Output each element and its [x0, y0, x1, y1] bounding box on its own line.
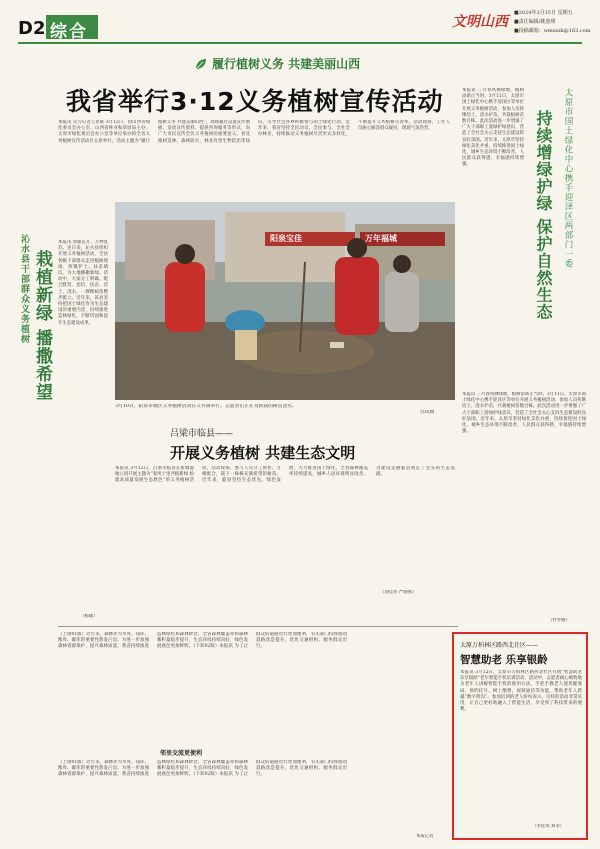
right-story-credit: （杜亦薇）: [548, 618, 570, 623]
bottom-left-body: （上接01版）近年来，森林作为水库、钱库、粮库、碳库的重要性愈发凸显。为进一步加强森林资源保护，提升森林质量，我省持续推进造林绿化和森林经营，全省森林覆盖率和森林蓄积量稳步提升，生态环境持续向好，绿色发展底色更加鲜明。（下转02版）本报讯 为了让群众的道路出行更加便利，有关部门持续推动道路改造提升，优化交通组织，服务群众出行。: [58, 632, 347, 650]
left-story-body: 本报讯 春暖花开，万物复苏。连日来，沁水县组织开展义务植树活动，全县各级干部群众走进植树现场，挥锹铲土、扶苗填坑，为大地播撒新绿。活动中，大家分工明确、配合默契，挖坑、扶苗、培土、浇水，一棵棵树苗整齐挺立。近年来，该县坚持把国土绿化作为生态建设的重要内容，持续推进造林绿化，不断巩固和提升生态建设成果。: [58, 240, 108, 326]
boxed-story-title: 智慧助老 乐享银龄: [460, 654, 548, 666]
header-rule: [18, 42, 582, 44]
contact-line: ■投稿邮箱：wmsxzk@163.com: [514, 28, 591, 34]
leaf-icon: [194, 56, 208, 70]
right-story-subtitle: 太原市国土绿化中心携手迎泽区两部门一委: [563, 88, 573, 269]
photo-sign-right: 万年福城: [365, 234, 397, 243]
mid-story-kicker: 吕梁市临县——: [170, 429, 234, 439]
masthead-logo: 文明山西: [452, 14, 508, 30]
editor-line: ■责任编辑/姚惠瑛: [514, 19, 556, 25]
topic-banner: [110, 52, 490, 74]
boxed-story-kicker: 太原万柏林区路西北社区——: [460, 642, 539, 649]
boxed-story-body: 本报讯 3月12日，太原市万柏林区路西北社区开展“智慧助老 乐享银龄”老年智能手机培训活动。活动中，志愿者耐心细致地为老年人讲解智能手机的使用方法，手把手教老人使用健康码、预约挂号、网上缴费、视频通话等功能，帮助老年人跨越“数字鸿沟”。参加培训的老人纷纷表示，这样的活动非常实用，让自己更好地融入了智能生活，享受到了科技带来的便利。: [460, 670, 582, 713]
lead-photo-credit: 苏琪摄: [420, 410, 435, 415]
banner-text: 履行植树义务 共建美丽山西: [212, 57, 361, 71]
right-story-body-lower: 本报讯 三月春风拂绿地，植树添新正当时。3月11日，太原市国土绿化中心携手迎泽区等单位开展义务植树活动，参加人员挥锹培土、浇水护苗，共栽植树苗数百株。此次活动进一步增强了广大干部职工爱绿护绿意识，营造了全社会关心支持生态建设的良好氛围。近年来，太原市坚持绿化美化并重，持续推进国土绿化，城乡生态环境不断改善，人民群众获得感、幸福感持续增强。: [462, 392, 586, 435]
photo-sign-left: 阳泉宝佳: [270, 234, 302, 243]
lead-headline: 我省举行3·12义务植树宣传活动: [66, 87, 444, 116]
lead-photo-caption: 3月10日，阳泉市城区义务植树活动在义井镇举行。志愿者们正在为新栽的树苗浇水。: [115, 404, 297, 409]
lead-photo: [115, 202, 455, 400]
mid-story-body: 本报讯 3月12日，吕梁市临县在新城湿地公园开展主题为“春风十里共植新绿 绘就高质量发展生态底色”的义务植树活动。活动现场，参与人员分工协作、互相配合，栽下一株株充满希望的树苗。近年来，临县坚持生态优先、绿色发展，大力推进国土绿化，全县森林覆盖率持续提高，城乡人居环境明显改善，为建设美丽临县奠定了坚实的生态基础。: [115, 466, 455, 484]
bottom-left-subhead: 邻里交流更便利: [160, 750, 203, 757]
bottom-left-body-lower: （上接01版）近年来，森林作为水库、钱库、粮库、碳库的重要性愈发凸显。为进一步加强森林资源保护，提升森林质量，我省持续推进造林绿化和森林经营，全省森林覆盖率和森林蓄积量稳步提升，生态环境持续向好，绿色发展底色更加鲜明。（下转02版）本报讯 为了让群众的道路出行更加便利，有关部门持续推动道路改造提升，优化交通组织，服务群众出行。: [58, 760, 347, 778]
left-story-credit: （杨雄）: [80, 614, 98, 619]
mid-story-title: 开展义务植树 共建生态文明: [170, 444, 356, 462]
mid-story-credit: （刘佳伟 严晓燕）: [380, 590, 417, 595]
right-story-title: 持续增绿护绿 保护自然生态: [534, 110, 553, 321]
section-divider: [58, 626, 458, 627]
right-story-body: 本报讯 三月春风拂绿地，植树添新正当时。3月11日，太原市国土绿化中心携手迎泽区等单位开展义务植树活动，参加人员挥锹培土、浇水护苗，共栽植树苗数百株。此次活动进一步增强了广大干部职工爱绿护绿意识，营造了全社会关心支持生态建设的良好氛围。近年来，太原市坚持绿化美化并重，持续推进国土绿化，城乡生态环境不断改善，人民群众获得感、幸福感持续增强。: [462, 88, 524, 168]
section-label: 综合: [50, 22, 88, 41]
highlighted-story-box: [452, 632, 588, 840]
issue-date: ■2024年3月15日 星期五: [514, 10, 573, 16]
page-header: [0, 0, 600, 50]
left-story-subtitle: 沁水县干部群众义务植树: [19, 234, 29, 344]
bottom-left-credit: 本报记者: [416, 834, 434, 839]
planting-scene-illustration: [115, 202, 455, 400]
left-story-title: 栽植新绿 播撒希望: [32, 250, 52, 401]
lead-body-text: 本报讯 见习记者王亚辉 3月12日，由山西省绿化委员会办公室、山西省林业和草原局主办，太原市绿化委员会办公室等单位承办的全省义务植树宣传活动在太原举行。活动主题为“履行植树义务 共建美丽山西”，现场通过设置宣传展板、发放宣传资料、提供咨询服务等形式，向广大市民宣传全民义务植树的重要意义，普及植树造林、森林防火、林业有害生物防治等知识，引导社会各界积极参与国土绿化行动。近年来，我省坚持全民动员、全民参与、全社会办林业，持续推动义务植树尽责形式多样化，不断提升义务植树尽责率。活动现场，工作人员耐心解答群众疑问，现场气氛热烈。: [58, 120, 450, 144]
boxed-story-credit: （李佳琪 刘菲）: [532, 824, 565, 829]
page-number: D2: [18, 18, 46, 39]
